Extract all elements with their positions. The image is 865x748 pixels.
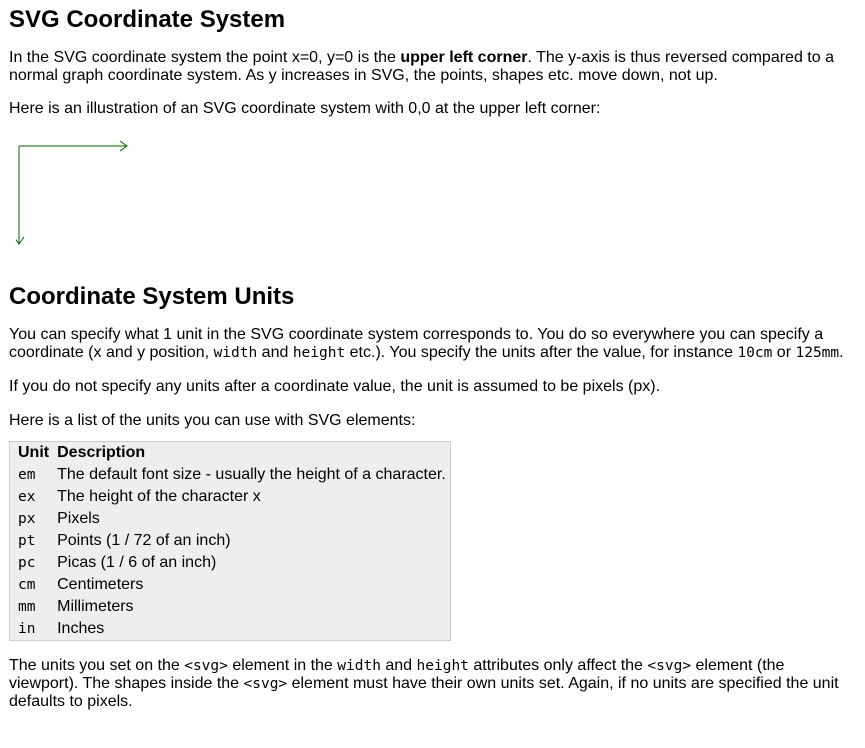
unit-cell: mm [18, 599, 36, 615]
unit-cell: ex [18, 489, 36, 505]
intro-paragraph [9, 49, 856, 85]
units-paragraph-1 [9, 326, 856, 362]
code-svg-tag: <svg> [647, 658, 692, 674]
header-description: Description [57, 444, 146, 461]
code-svg-tag: <svg> [184, 658, 228, 674]
axes-group [16, 141, 127, 244]
table-row [10, 552, 450, 574]
description-cell: The default font size - usually the height of a character. [57, 466, 446, 483]
table-row [10, 596, 450, 618]
units-paragraph-4 [9, 657, 856, 711]
description-cell: Millimeters [57, 598, 134, 615]
units-p1-text-2: and [257, 344, 293, 361]
intro-text-1: In the SVG coordinate system the point x=0, y=0 is the [9, 49, 401, 66]
description-cell: Centimeters [57, 576, 144, 593]
description-cell: Inches [57, 620, 105, 637]
table-row [10, 486, 450, 508]
unit-cell: pt [18, 533, 36, 549]
description-cell: Points (1 / 72 of an inch) [57, 532, 231, 549]
units-p4-text-5: element (the viewport). The shapes inside the [9, 657, 785, 692]
code-height: height [292, 345, 346, 361]
y-axis-arrow-icon [16, 237, 24, 244]
description-cell: Pixels [57, 510, 100, 527]
table-row [10, 530, 450, 552]
code-height: height [416, 658, 469, 674]
description-cell: Picas (1 / 6 of an inch) [57, 554, 217, 571]
description-cell: The height of the character x [57, 488, 261, 505]
unit-cell: px [18, 511, 36, 527]
units-p4-text-6: element must have their own units set. Again, if no units are specified the unit defaults to pixels. [9, 675, 839, 710]
coordinate-axes-illustration [16, 136, 136, 246]
units-p4-text-1: The units you set on the [9, 657, 185, 674]
table-row [10, 618, 450, 640]
units-p1-text-3: etc.). You specify the units after the value, for instance [345, 344, 738, 361]
section-title-coordinate-system: SVG Coordinate System [9, 6, 286, 33]
units-p4-text-2: element in the [227, 657, 338, 674]
units-p4-text-3: and [380, 657, 417, 674]
units-p1-text-4: or [772, 344, 796, 361]
section-title-units: Coordinate System Units [9, 283, 295, 310]
code-svg-tag: <svg> [243, 676, 288, 692]
units-table [9, 441, 451, 641]
table-row [10, 464, 450, 486]
code-width: width [337, 658, 381, 674]
illustration-caption: Here is an illustration of an SVG coordinate system with 0,0 at the upper left corner: [9, 100, 601, 117]
code-125mm: 125mm [795, 345, 840, 361]
unit-cell: em [18, 467, 36, 483]
header-unit: Unit [18, 444, 50, 461]
unit-cell: pc [18, 555, 36, 571]
intro-text-2: . The y-axis is thus reversed compared to a normal graph coordinate system. As y increases in SVG, the points, shapes etc. move down, not up. [9, 49, 834, 84]
units-p1-text-1: You can specify what 1 unit in the SVG coordinate system corresponds to. You do so everywhere you can specify a coordinate (x and y position, [9, 326, 824, 361]
code-width: width [213, 345, 258, 361]
table-row [10, 574, 450, 596]
unit-cell: in [18, 621, 36, 637]
units-paragraph-3: Here is a list of the units you can use with SVG elements: [9, 412, 416, 429]
units-table-header-row [10, 442, 450, 464]
intro-bold-text: upper left corner [400, 49, 528, 66]
units-p1-text-5: . [839, 344, 844, 361]
units-p4-text-4: attributes only affect the [468, 657, 648, 674]
code-10cm: 10cm [737, 345, 773, 361]
table-row [10, 508, 450, 530]
units-paragraph-2: If you do not specify any units after a coordinate value, the unit is assumed to be pixels (px). [9, 378, 661, 395]
unit-cell: cm [18, 577, 36, 593]
